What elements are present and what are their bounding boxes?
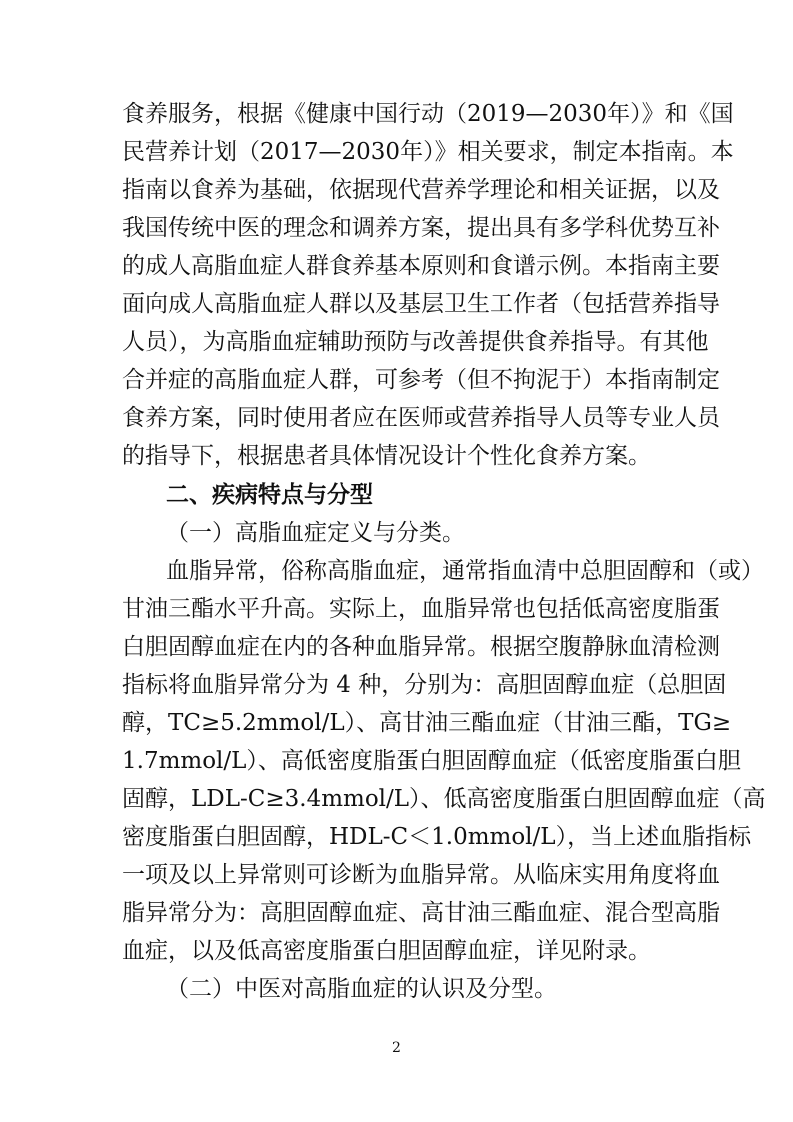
paragraph-line: 的指导下，根据患者具体情况设计个性化食养方案。 <box>122 443 651 469</box>
paragraph-line: 甘油三酯水平升高。实际上，血脂异常也包括低高密度脂蛋 <box>122 596 720 622</box>
paragraph-line: 固醇，LDL-C≥3.4mmol/L）、低高密度脂蛋白胆固醇血症（高 <box>122 786 766 812</box>
paragraph-line: 的成人高脂血症人群食养基本原则和食谱示例。本指南主要 <box>122 253 720 279</box>
paragraph-line: 一项及以上异常则可诊断为血脂异常。从临床实用角度将血 <box>122 862 720 888</box>
paragraph-line: 人员），为高脂血症辅助预防与改善提供食养指导。有其他 <box>122 329 709 355</box>
paragraph-line: 食养服务，根据《健康中国行动（2019—2030年）》和《国 <box>122 101 734 127</box>
subsection-heading: （二）中医对高脂血症的认识及分型。 <box>166 976 557 1002</box>
paragraph-line: 我国传统中医的理念和调养方案，提出具有多学科优势互补 <box>122 215 720 241</box>
paragraph-line: 1.7mmol/L）、高低密度脂蛋白胆固醇血症（低密度脂蛋白胆 <box>122 748 741 774</box>
paragraph-line: 血症，以及低高密度脂蛋白胆固醇血症，详见附录。 <box>122 938 651 964</box>
section-heading: 二、疾病特点与分型 <box>166 482 373 508</box>
paragraph-line: 密度脂蛋白胆固醇，HDL-C＜1.0mmol/L），当上述血脂指标 <box>122 824 752 850</box>
paragraph-line: 指南以食养为基础，依据现代营养学理论和相关证据，以及 <box>122 177 720 203</box>
paragraph-line: 醇，TC≥5.2mmol/L）、高甘油三酯血症（甘油三酯，TG≥ <box>122 710 732 736</box>
paragraph-line: 面向成人高脂血症人群以及基层卫生工作者（包括营养指导 <box>122 291 720 317</box>
paragraph-line: 民营养计划（2017—2030年）》相关要求，制定本指南。本 <box>122 139 734 165</box>
paragraph-line: 脂异常分为：高胆固醇血症、高甘油三酯血症、混合型高脂 <box>122 900 720 926</box>
page-number: 2 <box>392 1040 401 1056</box>
paragraph-line: 合并症的高脂血症人群，可参考（但不拘泥于）本指南制定 <box>122 367 720 393</box>
paragraph-line: 指标将血脂异常分为 4 种，分别为：高胆固醇血症（总胆固 <box>122 672 727 698</box>
paragraph-line: 白胆固醇血症在内的各种血脂异常。根据空腹静脉血清检测 <box>122 634 720 660</box>
paragraph-line: 血脂异常，俗称高脂血症，通常指血清中总胆固醇和（或） <box>166 558 764 584</box>
subsection-heading: （一）高脂血症定义与分类。 <box>166 520 465 546</box>
paragraph-line: 食养方案，同时使用者应在医师或营养指导人员等专业人员 <box>122 405 720 431</box>
